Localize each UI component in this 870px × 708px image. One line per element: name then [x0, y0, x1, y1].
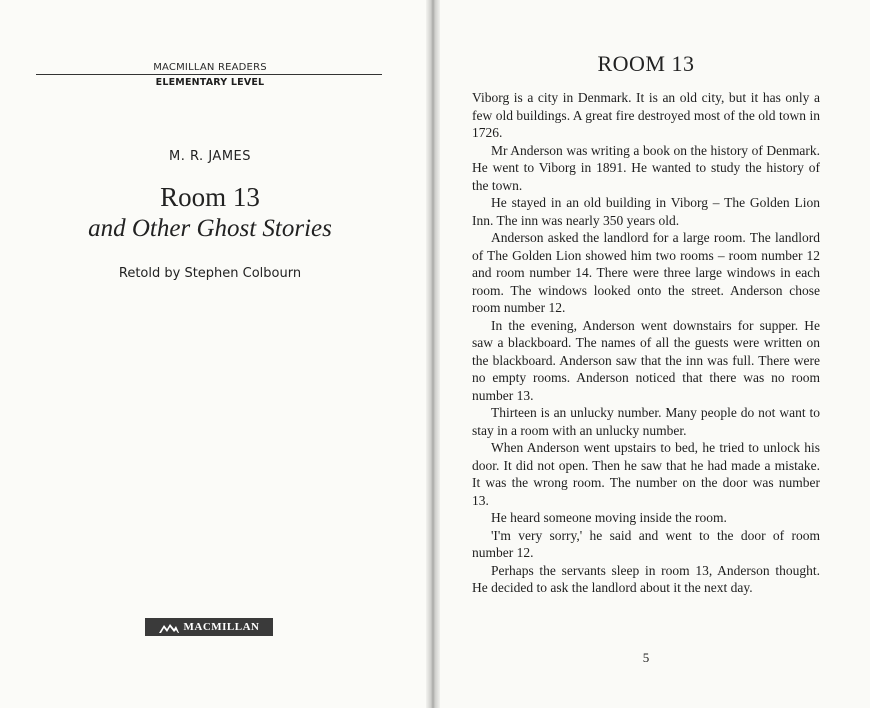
- paragraph: Viborg is a city in Denmark. It is an old city, but it has only a few old buildings. A great fire destroyed most of the old town in 1726.: [472, 90, 820, 140]
- paragraph: Mr Anderson was writing a book on the history of Denmark. He went to Viborg in 1891. He wanted to study the history of the town.: [472, 142, 820, 193]
- chapter-body: [472, 89, 820, 597]
- paragraph: When Anderson went upstairs to bed, he tried to unlock his door. It did not open. Then he saw that he had made a mistake. It was the wrong room. The number on the door was number 13.: [472, 440, 820, 508]
- paragraph: Perhaps the servants sleep in room 13, Anderson thought. He decided to ask the landlord about it the next day.: [472, 562, 820, 595]
- author-name: M. R. JAMES: [169, 149, 251, 164]
- paragraph: 'I'm very sorry,' he said and went to the door of room number 12.: [472, 527, 820, 560]
- page-number: 5: [642, 650, 650, 665]
- book-subtitle: and Other Ghost Stories: [88, 215, 332, 242]
- series-name: MACMILLAN READERS: [153, 62, 267, 73]
- book-gutter: [426, 0, 440, 708]
- paragraph: He heard someone moving inside the room.: [491, 510, 727, 525]
- book-title: Room 13: [160, 182, 260, 212]
- chapter-title: ROOM 13: [597, 51, 695, 76]
- header-rule: [36, 74, 382, 75]
- paragraph: In the evening, Anderson went downstairs for supper. He saw a blackboard. The names of all the guests were written on the blackboard. Anderson saw that the inn was full. There were no empty rooms. Anderson noticed that there was no room number 13.: [472, 317, 820, 403]
- reading-level: ELEMENTARY LEVEL: [155, 77, 265, 88]
- paragraph: Thirteen is an unlucky number. Many people do not want to stay in a room with an unlucky number.: [472, 405, 820, 438]
- publisher-logo-text: MACMILLAN: [183, 621, 260, 633]
- paragraph: He stayed in an old building in Viborg – The Golden Lion Inn. The inn was nearly 350 years old.: [472, 195, 820, 228]
- left-page: [0, 0, 430, 708]
- retold-by: Retold by Stephen Colbourn: [118, 266, 302, 281]
- macmillan-logo-icon: [159, 621, 179, 633]
- publisher-logo: [145, 618, 273, 636]
- paragraph: Anderson asked the landlord for a large room. The landlord of The Golden Lion showed him two rooms – room number 12 and room number 14. There were three large windows in each room. The windows looked onto the street. Anderson chose room number 12.: [472, 230, 820, 315]
